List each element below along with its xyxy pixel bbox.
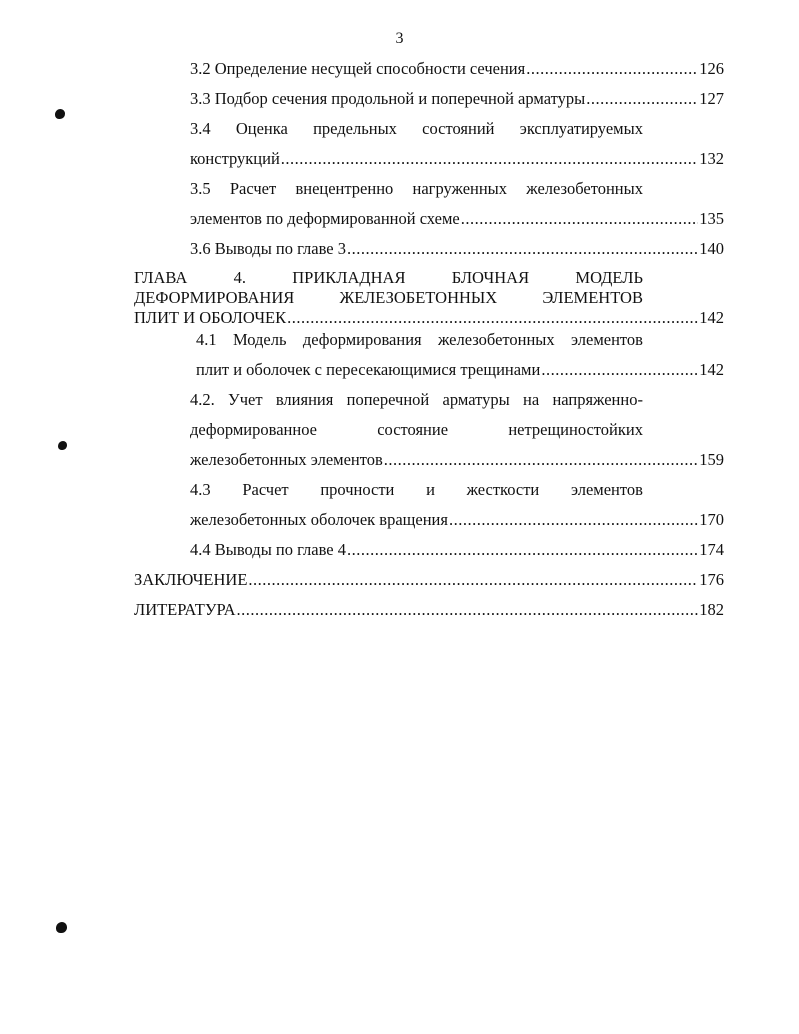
- binder-hole-mark-middle: [58, 441, 67, 450]
- toc-word: жесткости: [466, 480, 540, 499]
- dot-leader: [449, 508, 698, 532]
- dot-leader: [347, 538, 698, 562]
- toc-entry-title: 3.2 Определение несущей способности сечения: [190, 59, 526, 78]
- toc-entry-title: ЗАКЛЮЧЕНИЕ: [134, 570, 248, 589]
- toc-word: состояний: [422, 119, 495, 138]
- toc-word: ПРИКЛАДНАЯ: [292, 268, 406, 287]
- toc-word: 3.4: [190, 119, 211, 138]
- toc-word: состояние: [377, 420, 449, 439]
- toc-word: предельных: [313, 119, 397, 138]
- dot-leader: [248, 568, 698, 592]
- toc-word: напряженно-: [552, 390, 643, 409]
- toc-word: МОДЕЛЬ: [575, 268, 643, 287]
- toc-word: элементов: [570, 330, 643, 349]
- toc-word: влияния: [275, 390, 334, 409]
- binder-hole-mark-top: [55, 109, 65, 119]
- toc-page-number: 135: [699, 209, 724, 228]
- toc-entry-title: 3.6 Выводы по главе 3: [190, 239, 346, 258]
- toc-chapter-4-line2: [134, 288, 643, 308]
- toc-entry-title: 4.4 Выводы по главе 4: [190, 540, 346, 559]
- toc-page-number: 159: [699, 450, 724, 469]
- toc-word: эксплуатируемых: [519, 119, 643, 138]
- toc-word: железобетонных: [526, 179, 643, 198]
- toc-word: ЭЛЕМЕНТОВ: [542, 288, 643, 307]
- toc-word: 4.: [233, 268, 246, 287]
- toc-entry-conclusion: [134, 568, 724, 592]
- toc-word: 4.1: [196, 330, 217, 349]
- toc-word: Расчет: [229, 179, 277, 198]
- toc-page-number: 174: [699, 540, 724, 559]
- toc-entry-4-2-line2: [190, 418, 643, 442]
- toc-word: арматуры: [442, 390, 510, 409]
- dot-leader: [384, 448, 698, 472]
- toc-word: Модель: [232, 330, 287, 349]
- dot-leader: [237, 598, 699, 622]
- toc-word: на: [522, 390, 540, 409]
- toc-entry-4-2-line1: [190, 388, 643, 412]
- toc-entry-title: железобетонных оболочек вращения: [190, 510, 448, 529]
- toc-entry-3-4-line2: [190, 147, 724, 171]
- toc-word: ЖЕЛЕЗОБЕТОННЫХ: [339, 288, 498, 307]
- toc-word: Расчет: [242, 480, 289, 499]
- dot-leader: [526, 57, 698, 81]
- toc-word: нетрещиностойких: [508, 420, 643, 439]
- dot-leader: [287, 308, 698, 328]
- toc-word: ДЕФОРМИРОВАНИЯ: [134, 288, 295, 307]
- toc-entry-title: плит и оболочек с пересекающимися трещинами: [196, 360, 541, 379]
- dot-leader: [461, 207, 699, 231]
- toc-page-number: 127: [699, 89, 724, 108]
- toc-word: Учет: [228, 390, 263, 409]
- toc-word: Оценка: [235, 119, 288, 138]
- toc-word: элементов: [570, 480, 643, 499]
- toc-entry-3-6: [190, 237, 724, 261]
- dot-leader: [541, 358, 698, 382]
- toc-word: нагруженных: [412, 179, 508, 198]
- toc-entry-literature: [134, 598, 724, 622]
- toc-word: 3.5: [190, 179, 211, 198]
- toc-word: 4.3: [190, 480, 211, 499]
- toc-word: внецентренно: [295, 179, 394, 198]
- toc-entry-title: конструкций: [190, 149, 280, 168]
- toc-entry-4-3-line2: [190, 508, 724, 532]
- toc-entry-4-4: [190, 538, 724, 562]
- toc-word: БЛОЧНАЯ: [451, 268, 530, 287]
- binder-hole-mark-bottom: [56, 922, 67, 933]
- toc-entry-title: ПЛИТ И ОБОЛОЧЕК: [134, 308, 287, 327]
- dot-leader: [586, 87, 698, 111]
- toc-chapter-4-line3: [134, 308, 724, 328]
- toc-word: и: [426, 480, 435, 499]
- toc-page-number: 142: [699, 308, 724, 327]
- dot-leader: [281, 147, 698, 171]
- toc-word: поперечной: [346, 390, 430, 409]
- toc-chapter-4-line1: [134, 268, 643, 288]
- toc-entry-3-5-line1: [190, 177, 643, 201]
- toc-page-number: 182: [699, 600, 724, 619]
- toc-word: деформирования: [302, 330, 422, 349]
- toc-page-number: 142: [699, 360, 724, 379]
- toc-page-number: 170: [699, 510, 724, 529]
- dot-leader: [347, 237, 698, 261]
- toc-page-number: 126: [699, 59, 724, 78]
- page-number: 3: [395, 30, 404, 47]
- toc-word: ГЛАВА: [134, 268, 188, 287]
- toc-entry-3-4-line1: [190, 117, 643, 141]
- toc-entry-4-2-line3: [190, 448, 724, 472]
- toc-word: 4.2.: [190, 390, 215, 409]
- toc-entry-4-3-line1: [190, 478, 643, 502]
- toc-entry-3-2: [190, 57, 724, 81]
- toc-entry-title: железобетонных элементов: [190, 450, 383, 469]
- toc-entry-4-1-line1: [196, 328, 643, 352]
- toc-entry-3-5-line2: [190, 207, 724, 231]
- toc-entry-title: элементов по деформированной схеме: [190, 209, 460, 228]
- toc-entry-title: 3.3 Подбор сечения продольной и поперечной арматуры: [190, 89, 586, 108]
- toc-entry-title: ЛИТЕРАТУРА: [134, 600, 236, 619]
- toc-word: деформированное: [190, 420, 317, 439]
- toc-word: прочности: [320, 480, 395, 499]
- toc-page-number: 176: [699, 570, 724, 589]
- toc-page-number: 132: [699, 149, 724, 168]
- toc-page-number: 140: [699, 239, 724, 258]
- toc-entry-3-3: [190, 87, 724, 111]
- toc-word: железобетонных: [437, 330, 555, 349]
- toc-entry-4-1-line2: [196, 358, 724, 382]
